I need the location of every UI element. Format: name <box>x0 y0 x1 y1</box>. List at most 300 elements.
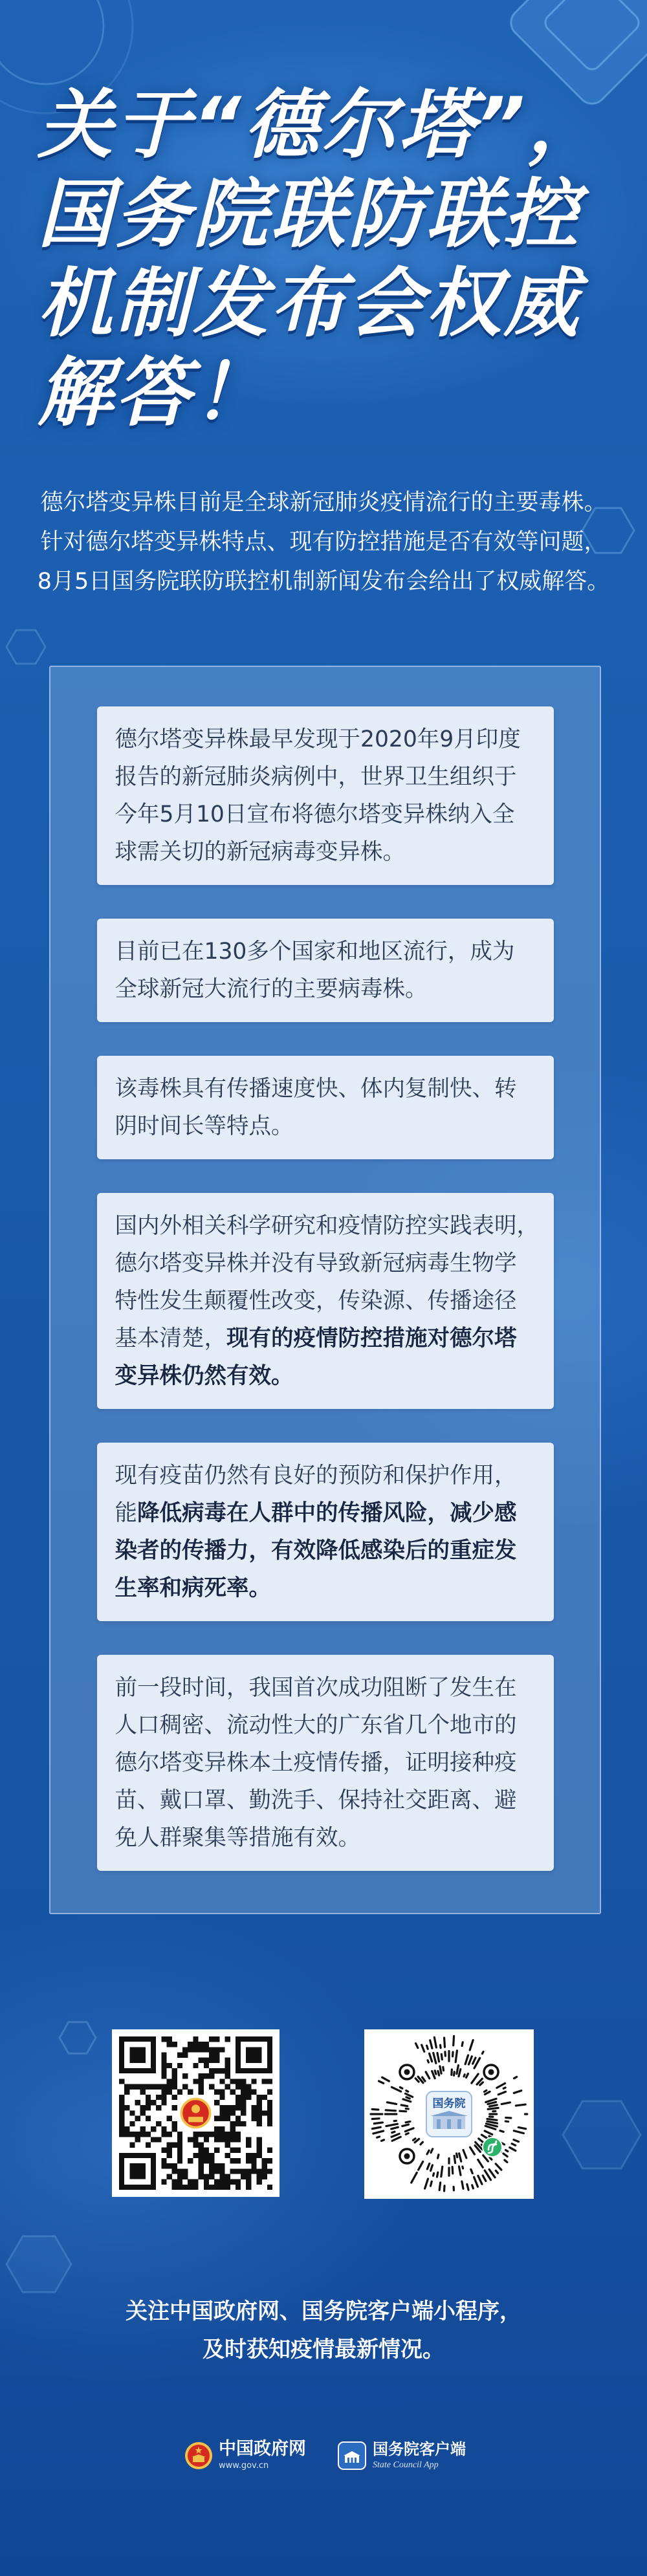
follow-note-line: 关注中国政府网、国务院客户端小程序， <box>126 2298 521 2324</box>
qr-module <box>209 2153 214 2158</box>
mini-code-eye <box>404 2154 410 2159</box>
mini-code-ray <box>427 2150 429 2154</box>
qr-module <box>262 2079 267 2084</box>
card-text-line <box>115 1245 536 1282</box>
mini-code-ray <box>505 2150 507 2152</box>
mini-code-ray <box>437 2053 439 2061</box>
card-text-emphasis: 生率和病死率。 <box>115 1575 271 1601</box>
qr-module <box>225 2179 230 2185</box>
mini-code-ray <box>505 2160 507 2162</box>
qr-module <box>167 2148 172 2153</box>
qr-module <box>256 2168 261 2174</box>
qr-module <box>161 2158 166 2163</box>
mini-code-ray <box>518 2127 525 2128</box>
qr-module <box>236 2137 241 2142</box>
mini-code-ray <box>440 2066 441 2073</box>
state-council-app-subtitle: State Council App <box>373 2460 439 2470</box>
card-text-line <box>115 1070 536 1108</box>
qr-module <box>129 2121 135 2126</box>
mini-code-ray <box>374 2123 382 2124</box>
mini-code-ray <box>454 2156 455 2163</box>
qr-module <box>256 2110 261 2115</box>
qr-module <box>119 2121 124 2126</box>
card-text-line <box>115 970 536 1008</box>
info-card <box>97 1655 554 1871</box>
qr-module <box>172 2073 177 2079</box>
mini-code-ray <box>462 2042 463 2046</box>
qr-module <box>219 2095 225 2100</box>
qr-module <box>241 2174 246 2179</box>
qr-module <box>241 2100 246 2105</box>
qr-module <box>151 2126 156 2132</box>
mini-code-ray <box>392 2137 400 2141</box>
qr-module <box>193 2153 198 2158</box>
qr-module <box>177 2158 182 2163</box>
mini-code-ray <box>466 2073 468 2077</box>
qr-module <box>167 2063 172 2068</box>
qr-module <box>256 2121 261 2126</box>
mini-code-ray <box>473 2058 476 2064</box>
qr-module <box>204 2185 209 2190</box>
qr-module <box>193 2179 198 2185</box>
card-text-line <box>115 1532 536 1569</box>
qr-module <box>246 2158 251 2163</box>
title-line: 解答！ <box>38 349 270 437</box>
qr-module <box>209 2163 214 2168</box>
qr-module <box>219 2137 225 2142</box>
mini-code-ray <box>464 2075 465 2077</box>
mini-code-ray <box>402 2124 409 2126</box>
qr-module <box>172 2042 177 2047</box>
qr-module <box>161 2063 166 2068</box>
mini-code-ray <box>505 2121 508 2122</box>
mini-code-ray <box>483 2176 486 2181</box>
qr-module <box>209 2047 214 2052</box>
qr-module <box>135 2100 140 2105</box>
qr-module <box>119 2105 124 2110</box>
qr-module <box>167 2084 172 2090</box>
qr-module <box>256 2179 261 2185</box>
qr-module <box>236 2084 241 2090</box>
qr-module <box>241 2110 246 2115</box>
qr-module <box>267 2121 272 2126</box>
qr-module <box>230 2105 236 2110</box>
mini-code-ray <box>482 2051 483 2053</box>
qr-module <box>129 2084 135 2090</box>
qr-module <box>230 2079 236 2084</box>
qr-module <box>236 2095 241 2100</box>
qr-module <box>119 2095 124 2100</box>
qr-module <box>214 2126 219 2132</box>
card-text-line <box>115 1320 536 1357</box>
qr-module <box>172 2079 177 2084</box>
qr-module <box>225 2116 230 2121</box>
qr-module <box>193 2042 198 2047</box>
card-text: 前一段时间，我国首次成功阻断了发生在 <box>115 1675 517 1701</box>
qr-module <box>146 2084 151 2090</box>
info-card <box>97 1193 554 1409</box>
card-text: 人口稠密、流动性大的广东省几个地市的 <box>115 1712 517 1738</box>
qr-module <box>135 2084 140 2090</box>
qr-module <box>236 2168 241 2174</box>
qr-module <box>199 2079 204 2084</box>
qr-module <box>214 2148 219 2153</box>
mini-code-ray <box>496 2164 501 2170</box>
mini-code-ray <box>489 2169 495 2177</box>
qr-module <box>135 2116 140 2121</box>
mini-code-ray <box>401 2105 408 2106</box>
qr-module <box>193 2137 198 2142</box>
qr-module <box>246 2137 251 2142</box>
mini-code-ray <box>406 2134 408 2135</box>
qr-module <box>236 2116 241 2121</box>
mini-code-ray <box>435 2071 436 2074</box>
mini-code-ray <box>387 2102 396 2104</box>
mini-code-ray <box>426 2072 430 2079</box>
qr-module <box>167 2174 172 2179</box>
card-text-line <box>115 1108 536 1145</box>
card-text-emphasis: 降低病毒在人群中的传播风险，减少感 <box>137 1500 517 1526</box>
qr-module <box>199 2058 204 2063</box>
qr-module <box>172 2142 177 2147</box>
card-text: 该毒株具有传播速度快、体内复制快、转 <box>115 1076 517 1102</box>
qr-module <box>230 2179 236 2185</box>
qr-module <box>267 2168 272 2174</box>
mini-code-ray <box>487 2121 498 2123</box>
qr-module <box>225 2063 230 2068</box>
mini-code-ray <box>455 2051 457 2062</box>
qr-module <box>135 2132 140 2137</box>
qr-module <box>230 2110 236 2115</box>
card-text-line <box>115 796 536 833</box>
qr-module <box>172 2105 177 2110</box>
mini-code-ray <box>444 2038 445 2047</box>
qr-module <box>119 2110 124 2115</box>
card-text-line <box>115 833 536 871</box>
qr-module <box>204 2042 209 2047</box>
gov-cn-brand-name: 中国政府网 <box>219 2439 306 2459</box>
qr-module <box>219 2132 225 2137</box>
qr-module <box>204 2047 209 2052</box>
qr-module <box>199 2132 204 2137</box>
qr-module <box>225 2142 230 2147</box>
qr-module <box>251 2153 256 2158</box>
qr-module <box>140 2110 146 2115</box>
qr-module <box>177 2179 182 2185</box>
qr-module <box>172 2095 177 2100</box>
qr-module <box>146 2105 151 2110</box>
qr-module <box>182 2168 188 2174</box>
qr-module <box>129 2110 135 2115</box>
qr-module <box>209 2174 214 2179</box>
qr-module <box>193 2063 198 2068</box>
qr-module <box>146 2132 151 2137</box>
mini-code-ray <box>437 2155 438 2158</box>
mini-code-ray <box>406 2121 410 2122</box>
qr-module <box>209 2068 214 2073</box>
card-text-line <box>115 1707 536 1744</box>
qr-module <box>209 2073 214 2079</box>
qr-module <box>241 2084 246 2090</box>
qr-code-icon <box>119 2036 272 2190</box>
mini-code-ray <box>454 2072 455 2075</box>
card-text-line <box>115 1744 536 1782</box>
mini-code-ray <box>462 2181 463 2189</box>
qr-module <box>236 2100 241 2105</box>
qr-module <box>193 2132 198 2137</box>
mini-code-ray <box>490 2105 498 2106</box>
qr-module <box>219 2047 225 2052</box>
qr-module <box>256 2148 261 2153</box>
qr-module <box>246 2179 251 2185</box>
mini-code-ray <box>400 2087 402 2088</box>
qr-module <box>177 2148 182 2153</box>
qr-module <box>140 2126 146 2132</box>
mini-code-ray <box>438 2071 439 2075</box>
mini-code-ray <box>457 2066 458 2074</box>
card-text-line <box>115 758 536 796</box>
card-text: 国内外相关科学研究和疫情防控实践表明， <box>115 1213 539 1239</box>
card-text: 基本清楚， <box>115 1326 226 1351</box>
qr-module <box>151 2137 156 2142</box>
card-text: 能 <box>115 1500 137 1526</box>
qr-module <box>214 2053 219 2058</box>
qr-module <box>167 2042 172 2047</box>
qr-module <box>124 2105 129 2110</box>
mini-code-ray <box>411 2172 417 2183</box>
qr-module <box>230 2168 236 2174</box>
card-text-line <box>115 1669 536 1707</box>
qr-module <box>251 2090 256 2095</box>
mini-code-ray <box>441 2167 443 2176</box>
mini-code-ray <box>406 2097 410 2099</box>
mini-code-ray <box>444 2186 445 2191</box>
qr-module <box>230 2158 236 2163</box>
qr-module <box>267 2158 272 2163</box>
qr-module <box>124 2090 129 2095</box>
qr-module <box>267 2105 272 2110</box>
card-text: 今年5月10日宣布将德尔塔变异株纳入全 <box>115 802 515 827</box>
mini-code-ray <box>468 2057 472 2064</box>
qr-module <box>251 2168 256 2174</box>
qr-module <box>251 2079 256 2084</box>
qr-module <box>177 2185 182 2190</box>
qr-module <box>225 2073 230 2079</box>
qr-module <box>241 2168 246 2174</box>
qr-module <box>199 2084 204 2090</box>
qr-module <box>214 2047 219 2052</box>
qr-module <box>172 2163 177 2168</box>
qr-module <box>140 2105 146 2110</box>
qr-module <box>219 2068 225 2073</box>
qr-module <box>204 2058 209 2063</box>
mini-code-logo-text: 国务院 <box>432 2097 466 2110</box>
mini-code-ray <box>497 2083 505 2088</box>
qr-module <box>161 2053 166 2058</box>
qr-module <box>199 2153 204 2158</box>
qr-module <box>199 2090 204 2095</box>
qr-module <box>246 2095 251 2100</box>
card-text-line <box>115 1782 536 1819</box>
mini-code-ray <box>427 2163 429 2168</box>
qr-module <box>172 2179 177 2185</box>
qr-module <box>188 2185 193 2190</box>
qr-module <box>199 2042 204 2047</box>
qr-module <box>219 2179 225 2185</box>
qr-module <box>188 2158 193 2163</box>
qr-module <box>236 2079 241 2084</box>
qr-module <box>209 2132 214 2137</box>
qr-module <box>236 2179 241 2185</box>
card-text-line <box>115 1819 536 1857</box>
mini-code-ray <box>514 2131 523 2134</box>
qr-module <box>267 2185 272 2190</box>
mini-code-ray <box>441 2054 442 2059</box>
qr-module <box>199 2148 204 2153</box>
qr-module <box>241 2095 246 2100</box>
mini-code-ray <box>415 2079 419 2082</box>
mini-code-ray <box>443 2067 444 2070</box>
qr-module <box>225 2036 230 2042</box>
follow-note <box>0 2293 647 2369</box>
qr-module <box>172 2126 177 2132</box>
mini-code-ray <box>478 2176 482 2184</box>
mini-code-ray <box>506 2118 511 2119</box>
qr-module <box>193 2185 198 2190</box>
mini-code-ray <box>514 2077 517 2078</box>
title-line: 机制发布会权威 <box>38 260 581 347</box>
mini-code-ray <box>406 2091 408 2092</box>
qr-module <box>230 2132 236 2137</box>
qr-module <box>161 2132 166 2137</box>
qr-module <box>219 2110 225 2115</box>
qr-module <box>135 2137 140 2142</box>
qr-module <box>214 2116 219 2121</box>
follow-note-line: 及时获知疫情最新情况。 <box>203 2337 444 2363</box>
mini-code-ray <box>474 2177 478 2187</box>
qr-module <box>204 2132 209 2137</box>
intro-line: 针对德尔塔变异株特点、现有防控措施是否有效等问题， <box>40 529 607 555</box>
qr-module <box>199 2047 204 2052</box>
qr-module <box>182 2073 188 2079</box>
qr-module <box>193 2047 198 2052</box>
qr-module <box>214 2179 219 2185</box>
qr-module <box>177 2090 182 2095</box>
qr-module <box>124 2126 129 2132</box>
qr-module <box>251 2110 256 2115</box>
qr-module <box>256 2095 261 2100</box>
mini-code-ray <box>463 2150 466 2157</box>
qr-module <box>140 2132 146 2137</box>
mini-code-ray <box>373 2131 384 2134</box>
mini-code-ray <box>379 2081 384 2083</box>
qr-module <box>214 2168 219 2174</box>
qr-module <box>161 2058 166 2063</box>
qr-module <box>225 2110 230 2115</box>
qr-module <box>167 2090 172 2095</box>
qr-finder <box>129 2163 146 2179</box>
qr-module <box>161 2179 166 2185</box>
qr-module <box>182 2185 188 2190</box>
qr-module <box>161 2036 166 2042</box>
qr-module <box>230 2090 236 2095</box>
qr-module <box>256 2116 261 2121</box>
qr-module <box>193 2142 198 2147</box>
mini-code-ray <box>459 2154 461 2161</box>
mini-program-code <box>364 2029 534 2199</box>
qr-module <box>209 2053 214 2058</box>
mini-code-ray <box>382 2077 389 2081</box>
qr-module <box>161 2090 166 2095</box>
mini-code-ray <box>484 2090 486 2091</box>
qr-module <box>199 2142 204 2147</box>
qr-module <box>161 2095 166 2100</box>
qr-module <box>225 2137 230 2142</box>
qr-module <box>167 2079 172 2084</box>
mini-code-ray <box>488 2102 496 2104</box>
qr-module <box>177 2063 182 2068</box>
answers-panel <box>49 666 601 1914</box>
mini-code-ray <box>406 2109 408 2110</box>
mini-code-ray <box>510 2148 516 2151</box>
mini-code-ray <box>478 2159 483 2167</box>
qr-module <box>230 2126 236 2132</box>
qr-module <box>225 2174 230 2179</box>
qr-module <box>209 2036 214 2042</box>
mini-code-ray <box>470 2147 475 2154</box>
qr-module <box>172 2185 177 2190</box>
qr-module <box>267 2148 272 2153</box>
mini-code-ray <box>498 2091 505 2094</box>
qr-module <box>246 2168 251 2174</box>
qr-module <box>267 2116 272 2121</box>
card-text: 德尔塔变异株并没有导致新冠病毒生物学 <box>115 1250 517 1276</box>
qr-module <box>119 2116 124 2121</box>
qr-module <box>251 2158 256 2163</box>
qr-module <box>225 2153 230 2158</box>
card-text: 特性发生颠覆性改变，传染源、传播途径 <box>115 1288 517 1314</box>
qr-module <box>256 2153 261 2158</box>
mini-code-ray <box>500 2131 503 2132</box>
qr-module <box>214 2132 219 2137</box>
qr-module <box>214 2163 219 2168</box>
info-card <box>97 1056 554 1159</box>
qr-module <box>182 2053 188 2058</box>
qr-module <box>214 2090 219 2095</box>
qr-module <box>156 2105 161 2110</box>
qr-module <box>124 2084 129 2090</box>
card-text: 球需关切的新冠病毒变异株。 <box>115 839 405 865</box>
card-text-line <box>115 1207 539 1245</box>
mini-code-ray <box>422 2077 425 2081</box>
qr-module <box>119 2126 124 2132</box>
qr-module <box>161 2073 166 2079</box>
mini-code-ray <box>470 2040 473 2050</box>
qr-module <box>124 2132 129 2137</box>
qr-module <box>219 2126 225 2132</box>
card-text-line <box>115 1494 536 1532</box>
qr-module <box>167 2132 172 2137</box>
qr-module <box>140 2090 146 2095</box>
qr-finder <box>129 2047 146 2063</box>
qr-module <box>188 2042 193 2047</box>
card-text-emphasis: 染者的传播力，有效降低感染后的重症发 <box>115 1538 517 1564</box>
mini-code-ray <box>430 2040 432 2048</box>
qr-module <box>156 2137 161 2142</box>
qr-module <box>156 2084 161 2090</box>
qr-module <box>236 2105 241 2110</box>
card-text: 德尔塔变异株本土疫情传播，证明接种疫 <box>115 1750 517 1776</box>
